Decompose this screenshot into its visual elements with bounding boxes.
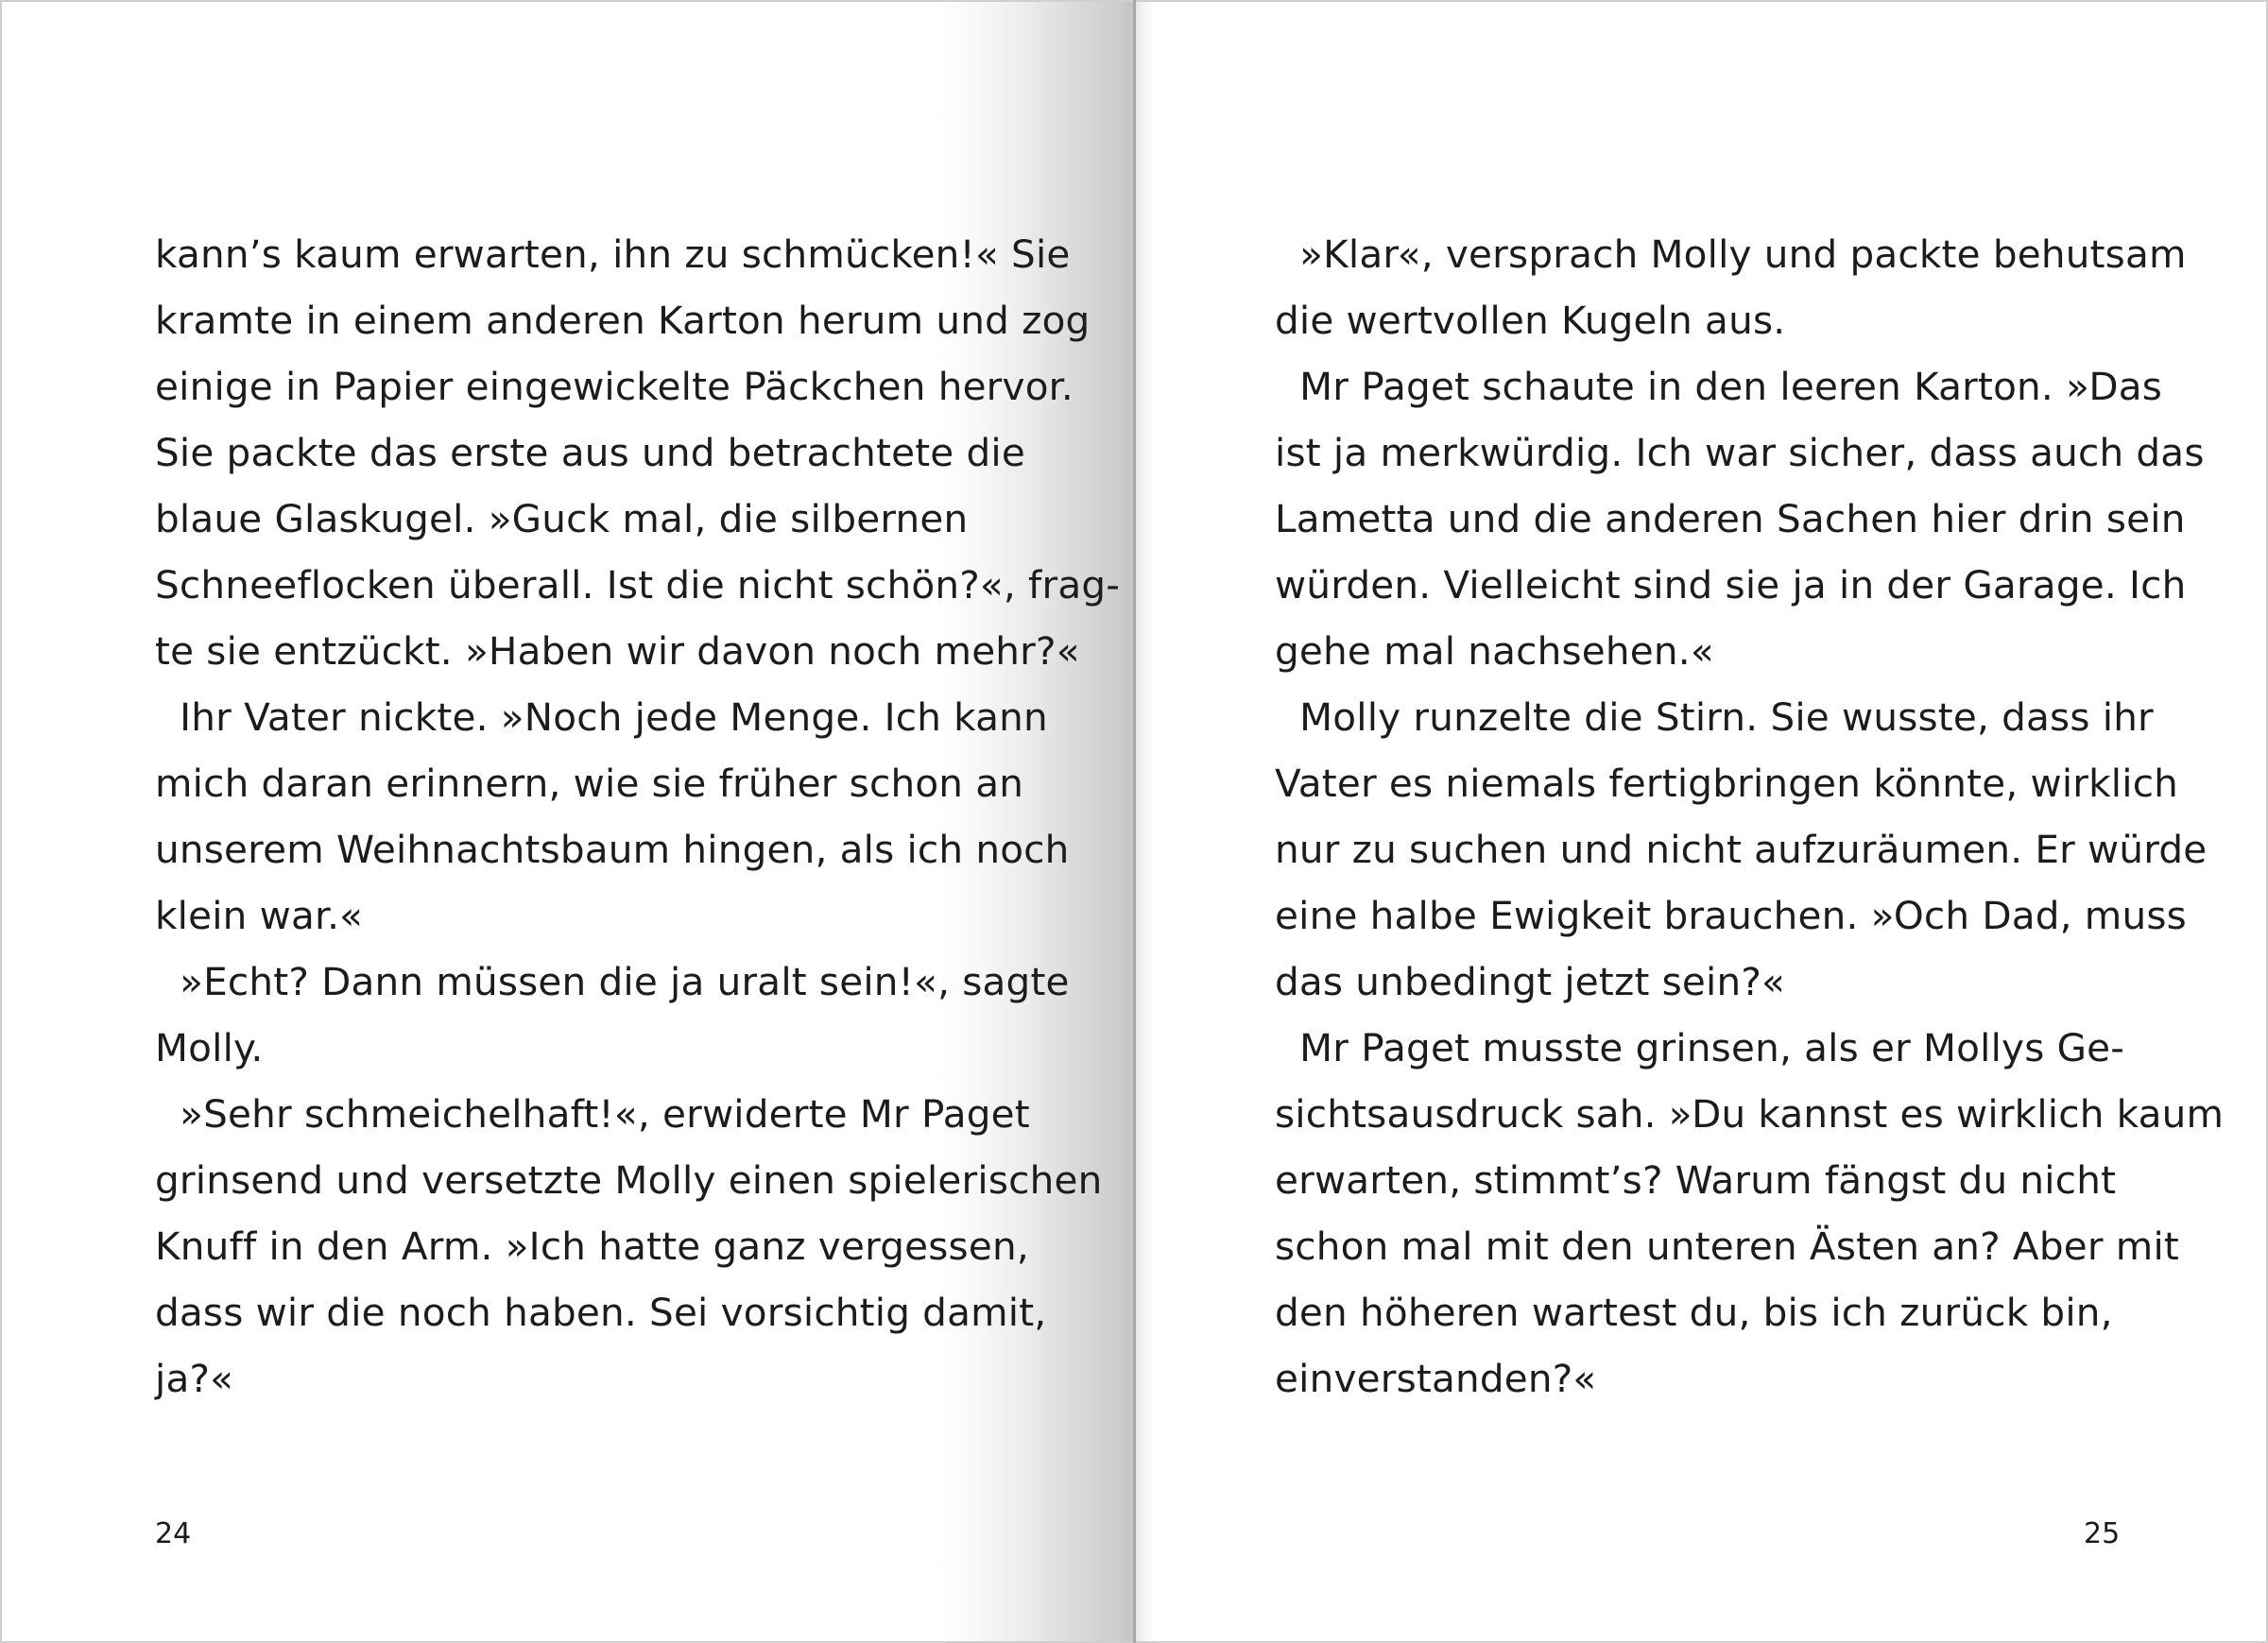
text-line: schon mal mit den unteren Ästen an? Aber mit (1275, 1224, 2179, 1269)
text-line: ist ja merkwürdig. Ich war sicher, dass auch das (1275, 430, 2205, 475)
text-line: »Echt? Dann müssen die ja uralt sein!«, sagte (155, 959, 1070, 1004)
text-line: Ihr Vater nickte. »Noch jede Menge. Ich kann (155, 694, 1048, 740)
text-line: klein war.« (155, 893, 364, 938)
text-line: mich daran erinnern, wie sie früher schon an (155, 761, 1024, 806)
text-line: Molly runzelte die Stirn. Sie wusste, dass ihr (1275, 694, 2154, 740)
text-line: eine halbe Ewigkeit brauchen. »Och Dad, muss (1275, 893, 2187, 938)
text-line: den höheren wartest du, bis ich zurück bin, (1275, 1290, 2113, 1335)
left-page-text (155, 221, 1120, 1412)
text-line: Sie packte das erste aus und betrachtete die (155, 430, 1025, 475)
text-line: dass wir die noch haben. Sei vorsichtig damit, (155, 1290, 1047, 1335)
text-line: Lametta und die anderen Sachen hier drin sein (1275, 496, 2186, 541)
text-line: die wertvollen Kugeln aus. (1275, 298, 1786, 343)
text-line: blaue Glaskugel. »Guck mal, die silbernen (155, 496, 969, 541)
text-line: Schneeflocken überall. Ist die nicht schön?«, frag- (155, 562, 1121, 608)
page-number-left: 24 (155, 1517, 192, 1550)
text-line: »Sehr schmeichelhaft!«, erwiderte Mr Paget (155, 1091, 1030, 1137)
text-line: grinsend und versetzte Molly einen spielerischen (155, 1157, 1103, 1203)
right-page-text (1275, 221, 2224, 1412)
text-line: einverstanden?« (1275, 1356, 1597, 1401)
text-line: Vater es niemals fertigbringen könnte, wirklich (1275, 761, 2179, 806)
text-line: ja?« (155, 1356, 234, 1401)
text-line: unserem Weihnachtsbaum hingen, als ich noch (155, 827, 1070, 872)
text-line: würden. Vielleicht sind sie ja in der Garage. Ich (1275, 562, 2187, 608)
text-line: Mr Paget musste grinsen, als er Mollys Ge- (1275, 1025, 2125, 1070)
text-line: sichtsausdruck sah. »Du kannst es wirklich kaum (1275, 1091, 2225, 1137)
text-line: Knuff in den Arm. »Ich hatte ganz vergessen, (155, 1224, 1029, 1269)
page-number-right: 25 (2084, 1517, 2121, 1550)
text-line: gehe mal nachsehen.« (1275, 628, 1714, 674)
text-line: das unbedingt jetzt sein?« (1275, 959, 1786, 1004)
text-line: te sie entzückt. »Haben wir davon noch mehr?« (155, 628, 1080, 674)
text-line: »Klar«, versprach Molly und packte behutsam (1275, 231, 2187, 277)
right-page (1134, 0, 2268, 1643)
book-gutter (1133, 0, 1136, 1643)
text-line: Molly. (155, 1025, 264, 1070)
text-line: kann’s kaum erwarten, ihn zu schmücken!« Sie (155, 231, 1071, 277)
text-line: erwarten, stimmt’s? Warum fängst du nicht (1275, 1157, 2117, 1203)
text-line: nur zu suchen und nicht aufzuräumen. Er würde (1275, 827, 2208, 872)
text-line: kramte in einem anderen Karton herum und zog (155, 298, 1091, 343)
text-line: einige in Papier eingewickelte Päckchen hervor. (155, 364, 1074, 409)
text-line: Mr Paget schaute in den leeren Karton. »Das (1275, 364, 2163, 409)
